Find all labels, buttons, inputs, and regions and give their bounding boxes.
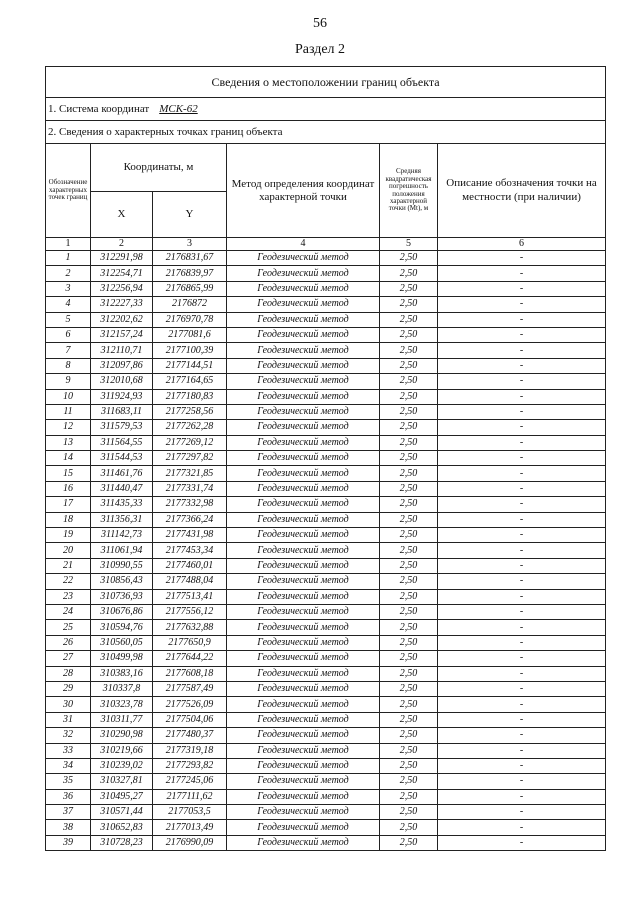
- point-number-cell: 3: [46, 281, 91, 296]
- point-number-cell: 35: [46, 774, 91, 789]
- point-number-cell: 21: [46, 558, 91, 573]
- description-cell: -: [438, 404, 606, 419]
- table-row: [46, 820, 606, 835]
- y-coordinate-cell: 2177013,49: [153, 820, 227, 835]
- description-cell: -: [438, 558, 606, 573]
- description-cell: -: [438, 327, 606, 342]
- method-cell: Геодезический метод: [227, 604, 380, 619]
- table-row: [46, 681, 606, 696]
- method-cell: Геодезический метод: [227, 512, 380, 527]
- rms-error-cell: 2,50: [380, 281, 438, 296]
- description-cell: -: [438, 805, 606, 820]
- description-cell: -: [438, 435, 606, 450]
- x-coordinate-cell: 312256,94: [91, 281, 153, 296]
- point-number-cell: 23: [46, 589, 91, 604]
- rms-error-cell: 2,50: [380, 835, 438, 850]
- point-number-cell: 33: [46, 743, 91, 758]
- column-number: 2: [91, 238, 153, 251]
- table-row: [46, 651, 606, 666]
- table-row: [46, 774, 606, 789]
- table-row: [46, 805, 606, 820]
- table-row: [46, 789, 606, 804]
- method-cell: Геодезический метод: [227, 343, 380, 358]
- table-row: [46, 327, 606, 342]
- x-coordinate-cell: 310290,98: [91, 728, 153, 743]
- rms-error-cell: 2,50: [380, 697, 438, 712]
- rms-error-cell: 2,50: [380, 466, 438, 481]
- method-cell: Геодезический метод: [227, 820, 380, 835]
- description-cell: -: [438, 697, 606, 712]
- rms-error-cell: 2,50: [380, 251, 438, 266]
- points-section-label: 2. Сведения о характерных точках границ объекта: [46, 121, 606, 144]
- y-coordinate-cell: 2177297,82: [153, 451, 227, 466]
- x-coordinate-cell: 312254,71: [91, 266, 153, 281]
- table-row: [46, 466, 606, 481]
- point-number-cell: 13: [46, 435, 91, 450]
- description-cell: -: [438, 251, 606, 266]
- point-number-cell: 6: [46, 327, 91, 342]
- x-coordinate-cell: 311142,73: [91, 528, 153, 543]
- description-cell: -: [438, 574, 606, 589]
- method-cell: Геодезический метод: [227, 758, 380, 773]
- table-row: [46, 589, 606, 604]
- x-coordinate-cell: 311544,53: [91, 451, 153, 466]
- description-cell: -: [438, 666, 606, 681]
- y-coordinate-cell: 2177180,83: [153, 389, 227, 404]
- point-number-cell: 25: [46, 620, 91, 635]
- point-number-cell: 1: [46, 251, 91, 266]
- table-row: [46, 451, 606, 466]
- method-cell: Геодезический метод: [227, 251, 380, 266]
- x-coordinate-cell: 310327,81: [91, 774, 153, 789]
- rms-error-cell: 2,50: [380, 635, 438, 650]
- description-cell: -: [438, 528, 606, 543]
- x-coordinate-cell: 311579,53: [91, 420, 153, 435]
- rms-error-cell: 2,50: [380, 435, 438, 450]
- x-coordinate-cell: 310337,8: [91, 681, 153, 696]
- method-cell: Геодезический метод: [227, 651, 380, 666]
- point-number-cell: 29: [46, 681, 91, 696]
- rms-error-cell: 2,50: [380, 297, 438, 312]
- y-coordinate-cell: 2177332,98: [153, 497, 227, 512]
- point-number-cell: 30: [46, 697, 91, 712]
- description-cell: -: [438, 758, 606, 773]
- rms-error-cell: 2,50: [380, 481, 438, 496]
- rms-error-cell: 2,50: [380, 497, 438, 512]
- method-cell: Геодезический метод: [227, 374, 380, 389]
- table-row: [46, 635, 606, 650]
- table-row: [46, 528, 606, 543]
- point-number-cell: 19: [46, 528, 91, 543]
- section-title: Раздел 2: [294, 42, 346, 57]
- x-coordinate-cell: 311440,47: [91, 481, 153, 496]
- point-number-cell: 17: [46, 497, 91, 512]
- rms-error-cell: 2,50: [380, 528, 438, 543]
- point-number-cell: 9: [46, 374, 91, 389]
- method-cell: Геодезический метод: [227, 728, 380, 743]
- point-number-cell: 7: [46, 343, 91, 358]
- method-cell: Геодезический метод: [227, 558, 380, 573]
- x-coordinate-cell: 311683,11: [91, 404, 153, 419]
- x-coordinate-cell: 311061,94: [91, 543, 153, 558]
- description-cell: -: [438, 681, 606, 696]
- x-coordinate-cell: 311564,55: [91, 435, 153, 450]
- column-number: 3: [153, 238, 227, 251]
- page-number: 56: [313, 16, 327, 31]
- x-coordinate-cell: 312097,86: [91, 358, 153, 373]
- y-coordinate-cell: 2177269,12: [153, 435, 227, 450]
- point-number-cell: 22: [46, 574, 91, 589]
- table-row: [46, 558, 606, 573]
- method-cell: Геодезический метод: [227, 389, 380, 404]
- table-row: [46, 512, 606, 527]
- rms-error-cell: 2,50: [380, 728, 438, 743]
- rms-error-cell: 2,50: [380, 374, 438, 389]
- method-cell: Геодезический метод: [227, 712, 380, 727]
- x-coordinate-cell: 310652,83: [91, 820, 153, 835]
- column-number: 5: [380, 238, 438, 251]
- rms-error-cell: 2,50: [380, 312, 438, 327]
- point-number-cell: 16: [46, 481, 91, 496]
- table-row: [46, 543, 606, 558]
- table-row: [46, 481, 606, 496]
- y-coordinate-cell: 2177480,37: [153, 728, 227, 743]
- x-coordinate-cell: 312227,33: [91, 297, 153, 312]
- point-number-cell: 36: [46, 789, 91, 804]
- y-coordinate-cell: 2177608,18: [153, 666, 227, 681]
- rms-error-cell: 2,50: [380, 404, 438, 419]
- y-coordinate-cell: 2177431,98: [153, 528, 227, 543]
- column-number-row: [46, 238, 606, 251]
- method-cell: Геодезический метод: [227, 312, 380, 327]
- description-cell: -: [438, 774, 606, 789]
- x-coordinate-cell: 312157,24: [91, 327, 153, 342]
- table-row: [46, 266, 606, 281]
- column-number: 4: [227, 238, 380, 251]
- rms-error-cell: 2,50: [380, 574, 438, 589]
- x-coordinate-cell: 311356,31: [91, 512, 153, 527]
- point-number-cell: 34: [46, 758, 91, 773]
- x-coordinate-cell: 310495,27: [91, 789, 153, 804]
- point-number-cell: 11: [46, 404, 91, 419]
- table-row: [46, 743, 606, 758]
- method-cell: Геодезический метод: [227, 805, 380, 820]
- x-coordinate-cell: 310560,05: [91, 635, 153, 650]
- point-number-cell: 28: [46, 666, 91, 681]
- table-row: [46, 404, 606, 419]
- point-number-cell: 38: [46, 820, 91, 835]
- x-coordinate-cell: 311461,76: [91, 466, 153, 481]
- y-coordinate-cell: 2177556,12: [153, 604, 227, 619]
- table-title: Сведения о местоположении границ объекта: [46, 67, 606, 98]
- x-coordinate-cell: 310311,77: [91, 712, 153, 727]
- x-coordinate-cell: 310323,78: [91, 697, 153, 712]
- y-coordinate-cell: 2176831,67: [153, 251, 227, 266]
- coord-system-row: [46, 98, 606, 121]
- method-cell: Геодезический метод: [227, 789, 380, 804]
- rms-error-cell: 2,50: [380, 774, 438, 789]
- table-row: [46, 420, 606, 435]
- table-row: [46, 358, 606, 373]
- point-number-cell: 4: [46, 297, 91, 312]
- rms-error-cell: 2,50: [380, 620, 438, 635]
- x-coordinate-cell: 312110,71: [91, 343, 153, 358]
- rms-error-cell: 2,50: [380, 451, 438, 466]
- x-coordinate-cell: 311435,33: [91, 497, 153, 512]
- table-row: [46, 604, 606, 619]
- method-cell: Геодезический метод: [227, 589, 380, 604]
- point-number-cell: 32: [46, 728, 91, 743]
- rms-error-cell: 2,50: [380, 604, 438, 619]
- boundary-points-table: [45, 66, 606, 851]
- header-description: Описание обозначения точки на местности (при наличии): [438, 144, 606, 238]
- x-coordinate-cell: 310239,02: [91, 758, 153, 773]
- description-cell: -: [438, 620, 606, 635]
- description-cell: -: [438, 343, 606, 358]
- column-number: 6: [438, 238, 606, 251]
- y-coordinate-cell: 2177164,65: [153, 374, 227, 389]
- method-cell: Геодезический метод: [227, 497, 380, 512]
- coord-system-value: МСК-62: [159, 102, 198, 115]
- rms-error-cell: 2,50: [380, 543, 438, 558]
- point-number-cell: 2: [46, 266, 91, 281]
- table-row: [46, 574, 606, 589]
- rms-error-cell: 2,50: [380, 343, 438, 358]
- point-number-cell: 27: [46, 651, 91, 666]
- table-row: [46, 835, 606, 850]
- description-cell: -: [438, 512, 606, 527]
- y-coordinate-cell: 2177650,9: [153, 635, 227, 650]
- point-number-cell: 5: [46, 312, 91, 327]
- description-cell: -: [438, 497, 606, 512]
- y-coordinate-cell: 2177100,39: [153, 343, 227, 358]
- x-coordinate-cell: 310594,76: [91, 620, 153, 635]
- point-number-cell: 14: [46, 451, 91, 466]
- table-row: [46, 712, 606, 727]
- y-coordinate-cell: 2176990,09: [153, 835, 227, 850]
- method-cell: Геодезический метод: [227, 435, 380, 450]
- table-row: [46, 666, 606, 681]
- method-cell: Геодезический метод: [227, 681, 380, 696]
- rms-error-cell: 2,50: [380, 743, 438, 758]
- description-cell: -: [438, 728, 606, 743]
- y-coordinate-cell: 2177258,56: [153, 404, 227, 419]
- y-coordinate-cell: 2177111,62: [153, 789, 227, 804]
- table-row: [46, 758, 606, 773]
- table-row: [46, 435, 606, 450]
- y-coordinate-cell: 2177632,88: [153, 620, 227, 635]
- description-cell: -: [438, 451, 606, 466]
- description-cell: -: [438, 604, 606, 619]
- header-rms-error: Средняя квадратическая погрешность положения характерной точки (Мt), м: [380, 144, 438, 238]
- rms-error-cell: 2,50: [380, 789, 438, 804]
- description-cell: -: [438, 358, 606, 373]
- rms-error-cell: 2,50: [380, 681, 438, 696]
- header-coordinates: Координаты, м: [91, 144, 227, 192]
- rms-error-cell: 2,50: [380, 805, 438, 820]
- table-row: [46, 620, 606, 635]
- y-coordinate-cell: 2177488,04: [153, 574, 227, 589]
- x-coordinate-cell: 310383,16: [91, 666, 153, 681]
- y-coordinate-cell: 2176865,99: [153, 281, 227, 296]
- method-cell: Геодезический метод: [227, 666, 380, 681]
- method-cell: Геодезический метод: [227, 327, 380, 342]
- y-coordinate-cell: 2177504,06: [153, 712, 227, 727]
- point-number-cell: 8: [46, 358, 91, 373]
- rms-error-cell: 2,50: [380, 651, 438, 666]
- table-row: [46, 697, 606, 712]
- y-coordinate-cell: 2177331,74: [153, 481, 227, 496]
- rms-error-cell: 2,50: [380, 666, 438, 681]
- point-number-cell: 18: [46, 512, 91, 527]
- method-cell: Геодезический метод: [227, 404, 380, 419]
- description-cell: -: [438, 389, 606, 404]
- table-row: [46, 251, 606, 266]
- table-row: [46, 312, 606, 327]
- rms-error-cell: 2,50: [380, 389, 438, 404]
- description-cell: -: [438, 820, 606, 835]
- method-cell: Геодезический метод: [227, 297, 380, 312]
- y-coordinate-cell: 2176970,78: [153, 312, 227, 327]
- description-cell: -: [438, 481, 606, 496]
- y-coordinate-cell: 2177245,06: [153, 774, 227, 789]
- point-number-cell: 39: [46, 835, 91, 850]
- description-cell: -: [438, 712, 606, 727]
- table-row: [46, 497, 606, 512]
- rms-error-cell: 2,50: [380, 266, 438, 281]
- header-x: X: [91, 192, 153, 238]
- method-cell: Геодезический метод: [227, 635, 380, 650]
- y-coordinate-cell: 2177460,01: [153, 558, 227, 573]
- description-cell: -: [438, 835, 606, 850]
- description-cell: -: [438, 743, 606, 758]
- x-coordinate-cell: 312010,68: [91, 374, 153, 389]
- method-cell: Геодезический метод: [227, 266, 380, 281]
- y-coordinate-cell: 2177644,22: [153, 651, 227, 666]
- description-cell: -: [438, 789, 606, 804]
- point-number-cell: 37: [46, 805, 91, 820]
- table-row: [46, 374, 606, 389]
- method-cell: Геодезический метод: [227, 481, 380, 496]
- point-number-cell: 26: [46, 635, 91, 650]
- rms-error-cell: 2,50: [380, 758, 438, 773]
- method-cell: Геодезический метод: [227, 574, 380, 589]
- description-cell: -: [438, 589, 606, 604]
- description-cell: -: [438, 266, 606, 281]
- method-cell: Геодезический метод: [227, 774, 380, 789]
- column-number: 1: [46, 238, 91, 251]
- y-coordinate-cell: 2177587,49: [153, 681, 227, 696]
- y-coordinate-cell: 2177366,24: [153, 512, 227, 527]
- rms-error-cell: 2,50: [380, 327, 438, 342]
- point-number-cell: 31: [46, 712, 91, 727]
- y-coordinate-cell: 2177513,41: [153, 589, 227, 604]
- description-cell: -: [438, 374, 606, 389]
- x-coordinate-cell: 310499,98: [91, 651, 153, 666]
- method-cell: Геодезический метод: [227, 358, 380, 373]
- x-coordinate-cell: 312202,62: [91, 312, 153, 327]
- description-cell: -: [438, 312, 606, 327]
- description-cell: -: [438, 651, 606, 666]
- table-row: [46, 297, 606, 312]
- rms-error-cell: 2,50: [380, 420, 438, 435]
- description-cell: -: [438, 297, 606, 312]
- method-cell: Геодезический метод: [227, 528, 380, 543]
- method-cell: Геодезический метод: [227, 420, 380, 435]
- method-cell: Геодезический метод: [227, 697, 380, 712]
- y-coordinate-cell: 2177053,5: [153, 805, 227, 820]
- table-row: [46, 389, 606, 404]
- point-number-cell: 12: [46, 420, 91, 435]
- point-number-cell: 10: [46, 389, 91, 404]
- table-row: [46, 281, 606, 296]
- method-cell: Геодезический метод: [227, 743, 380, 758]
- x-coordinate-cell: 310856,43: [91, 574, 153, 589]
- header-method: Метод определения координат характерной точки: [227, 144, 380, 238]
- y-coordinate-cell: 2176872: [153, 297, 227, 312]
- x-coordinate-cell: 310571,44: [91, 805, 153, 820]
- y-coordinate-cell: 2176839,97: [153, 266, 227, 281]
- x-coordinate-cell: 310990,55: [91, 558, 153, 573]
- method-cell: Геодезический метод: [227, 620, 380, 635]
- point-number-cell: 24: [46, 604, 91, 619]
- point-number-cell: 15: [46, 466, 91, 481]
- header-point-designation: Обозначение характерных точек границ: [46, 144, 91, 238]
- x-coordinate-cell: 310728,23: [91, 835, 153, 850]
- rms-error-cell: 2,50: [380, 358, 438, 373]
- x-coordinate-cell: 310676,86: [91, 604, 153, 619]
- header-y: Y: [153, 192, 227, 238]
- table-row: [46, 728, 606, 743]
- x-coordinate-cell: 312291,98: [91, 251, 153, 266]
- y-coordinate-cell: 2177293,82: [153, 758, 227, 773]
- description-cell: -: [438, 281, 606, 296]
- y-coordinate-cell: 2177453,34: [153, 543, 227, 558]
- rms-error-cell: 2,50: [380, 558, 438, 573]
- rms-error-cell: 2,50: [380, 820, 438, 835]
- method-cell: Геодезический метод: [227, 451, 380, 466]
- method-cell: Геодезический метод: [227, 466, 380, 481]
- description-cell: -: [438, 420, 606, 435]
- y-coordinate-cell: 2177262,28: [153, 420, 227, 435]
- x-coordinate-cell: 310736,93: [91, 589, 153, 604]
- x-coordinate-cell: 311924,93: [91, 389, 153, 404]
- y-coordinate-cell: 2177081,6: [153, 327, 227, 342]
- rms-error-cell: 2,50: [380, 589, 438, 604]
- coord-system-label: 1. Система координат: [48, 102, 150, 115]
- rms-error-cell: 2,50: [380, 512, 438, 527]
- description-cell: -: [438, 466, 606, 481]
- y-coordinate-cell: 2177321,85: [153, 466, 227, 481]
- rms-error-cell: 2,50: [380, 712, 438, 727]
- y-coordinate-cell: 2177319,18: [153, 743, 227, 758]
- table-row: [46, 343, 606, 358]
- y-coordinate-cell: 2177144,51: [153, 358, 227, 373]
- description-cell: -: [438, 543, 606, 558]
- point-number-cell: 20: [46, 543, 91, 558]
- y-coordinate-cell: 2177526,09: [153, 697, 227, 712]
- method-cell: Геодезический метод: [227, 543, 380, 558]
- method-cell: Геодезический метод: [227, 835, 380, 850]
- method-cell: Геодезический метод: [227, 281, 380, 296]
- x-coordinate-cell: 310219,66: [91, 743, 153, 758]
- description-cell: -: [438, 635, 606, 650]
